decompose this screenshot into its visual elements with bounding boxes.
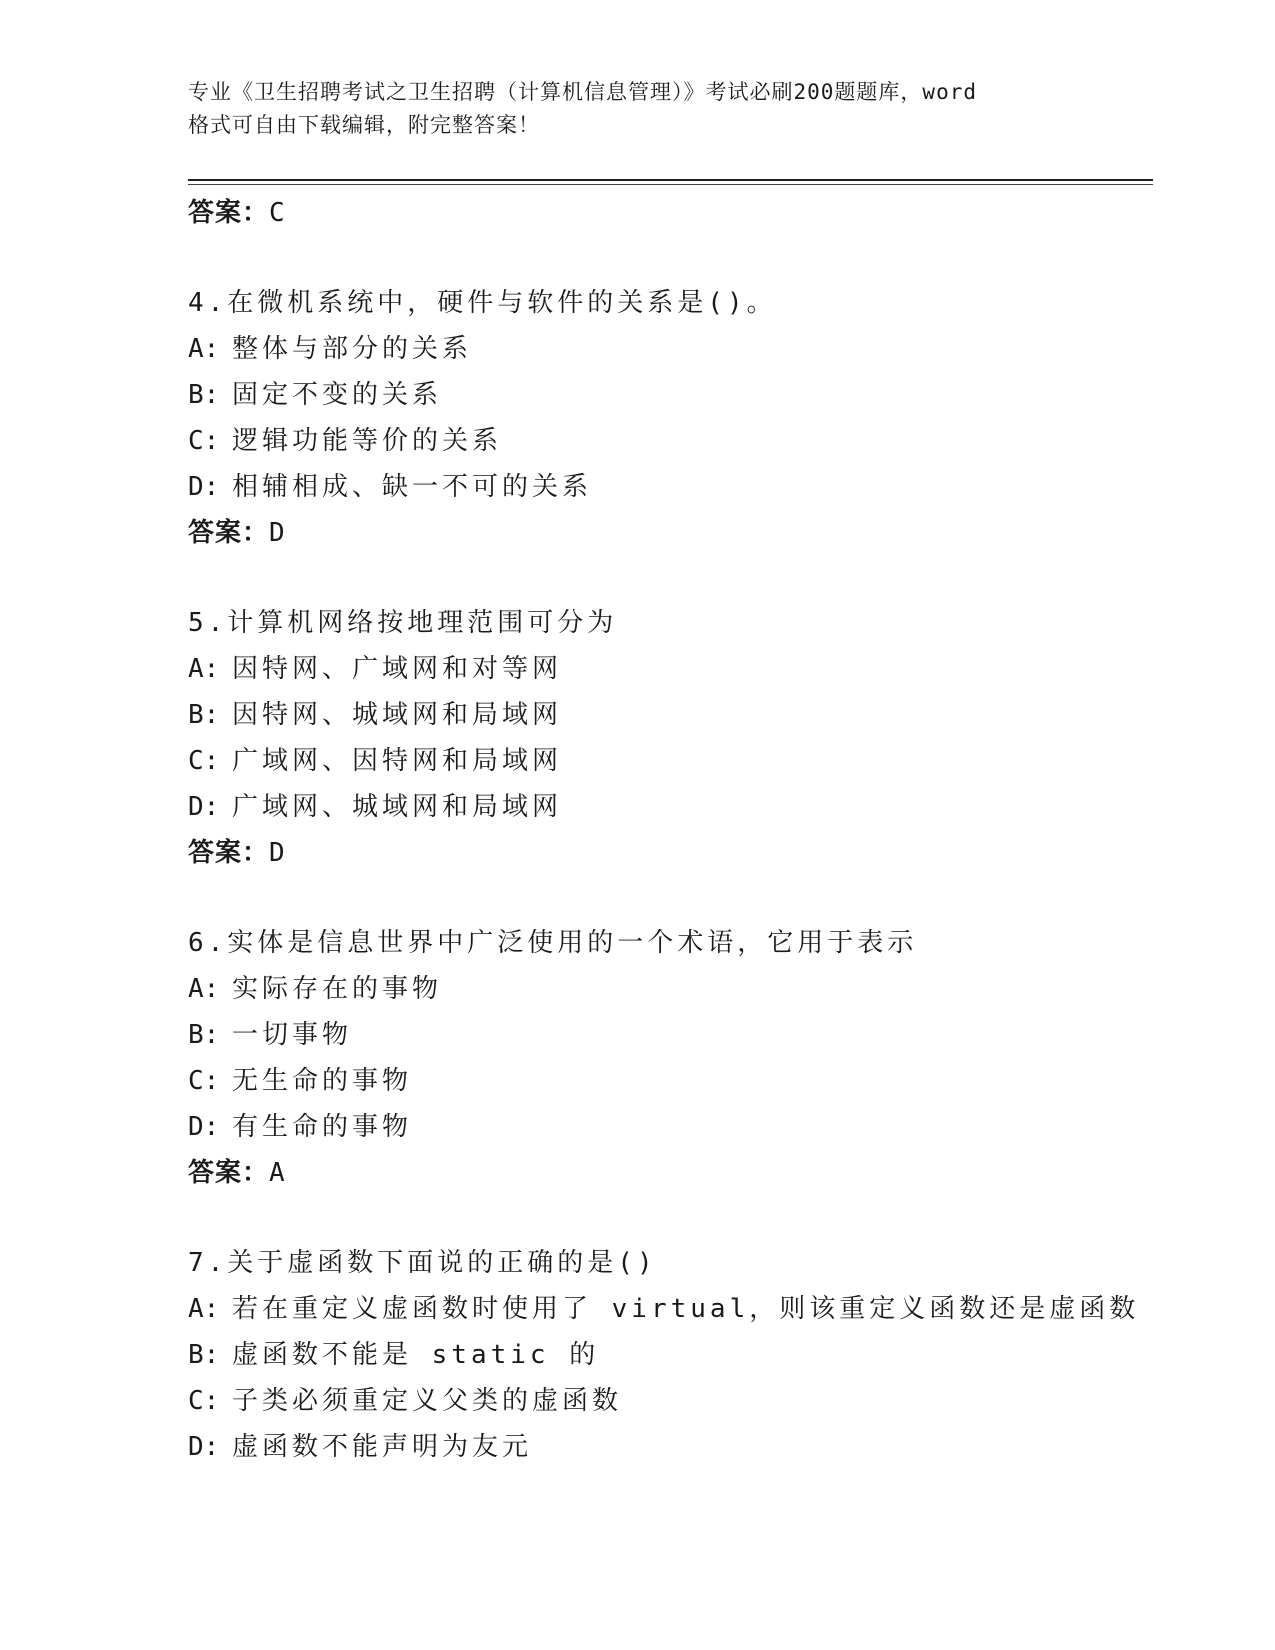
option-b xyxy=(188,1332,1148,1378)
option-letter: A: xyxy=(188,1294,220,1324)
option-text: 虚函数不能是 static 的 xyxy=(232,1340,600,1370)
option-a xyxy=(188,646,1148,692)
question-stem: 5.计算机网络按地理范围可分为 xyxy=(188,608,618,638)
answer-value: D xyxy=(269,838,286,868)
option-letter: A: xyxy=(188,334,220,364)
option-a xyxy=(188,326,1148,372)
header-divider-thick xyxy=(188,179,1153,181)
option-a xyxy=(188,1286,1148,1332)
answer-line xyxy=(188,190,1148,236)
option-letter: B: xyxy=(188,1020,220,1050)
option-d xyxy=(188,784,1148,830)
answer-label: 答案： xyxy=(188,1158,270,1188)
option-letter: D: xyxy=(188,1432,220,1462)
option-text: 子类必须重定义父类的虚函数 xyxy=(232,1386,623,1416)
option-d xyxy=(188,464,1148,510)
option-c xyxy=(188,738,1148,784)
answer-label: 答案： xyxy=(188,198,270,228)
question-block xyxy=(188,280,1148,556)
answer-line xyxy=(188,1150,1148,1196)
option-letter: A: xyxy=(188,974,220,1004)
option-letter: C: xyxy=(188,1386,220,1416)
answer-value: D xyxy=(269,518,286,548)
option-letter: A: xyxy=(188,654,220,684)
option-b xyxy=(188,1012,1148,1058)
option-text: 广域网、因特网和局域网 xyxy=(232,746,563,776)
option-text: 若在重定义虚函数时使用了 virtual，则该重定义函数还是虚函数 xyxy=(232,1294,1140,1324)
document-header xyxy=(188,76,1108,142)
option-letter: D: xyxy=(188,472,220,502)
header-divider-thin xyxy=(188,184,1153,185)
option-text: 相辅相成、缺一不可的关系 xyxy=(232,472,593,502)
answer-value: A xyxy=(269,1158,286,1188)
option-d xyxy=(188,1424,1148,1470)
option-text: 广域网、城域网和局域网 xyxy=(232,792,563,822)
question-stem: 6.实体是信息世界中广泛使用的一个术语，它用于表示 xyxy=(188,928,918,958)
option-b xyxy=(188,372,1148,418)
option-letter: C: xyxy=(188,426,220,456)
option-letter: B: xyxy=(188,380,220,410)
header-line-1: 专业《卫生招聘考试之卫生招聘（计算机信息管理）》考试必刷200题题库，word xyxy=(188,80,977,104)
question-block xyxy=(188,1240,1148,1470)
question-list xyxy=(188,190,1148,1470)
option-text: 虚函数不能声明为友元 xyxy=(232,1432,533,1462)
option-letter: C: xyxy=(188,1066,220,1096)
answer-line xyxy=(188,510,1148,556)
option-text: 整体与部分的关系 xyxy=(232,334,473,364)
option-d xyxy=(188,1104,1148,1150)
option-text: 无生命的事物 xyxy=(232,1066,413,1096)
option-c xyxy=(188,418,1148,464)
option-text: 实际存在的事物 xyxy=(232,974,443,1004)
option-text: 逻辑功能等价的关系 xyxy=(232,426,503,456)
answer-label: 答案： xyxy=(188,838,270,868)
option-text: 一切事物 xyxy=(232,1020,353,1050)
answer-line xyxy=(188,830,1148,876)
option-text: 因特网、城域网和局域网 xyxy=(232,700,563,730)
question-block xyxy=(188,920,1148,1196)
option-letter: C: xyxy=(188,746,220,776)
option-letter: D: xyxy=(188,1112,220,1142)
option-letter: B: xyxy=(188,700,220,730)
option-c xyxy=(188,1058,1148,1104)
option-c xyxy=(188,1378,1148,1424)
option-text: 因特网、广域网和对等网 xyxy=(232,654,563,684)
answer-label: 答案： xyxy=(188,518,270,548)
option-letter: D: xyxy=(188,792,220,822)
question-block xyxy=(188,600,1148,876)
header-line-2: 格式可自由下载编辑，附完整答案！ xyxy=(188,113,540,137)
question-stem: 7.关于虚函数下面说的正确的是() xyxy=(188,1248,657,1278)
answer-value: C xyxy=(269,198,286,228)
option-a xyxy=(188,966,1148,1012)
option-b xyxy=(188,692,1148,738)
question-stem: 4.在微机系统中，硬件与软件的关系是()。 xyxy=(188,288,777,318)
option-text: 固定不变的关系 xyxy=(232,380,443,410)
option-letter: B: xyxy=(188,1340,220,1370)
option-text: 有生命的事物 xyxy=(232,1112,413,1142)
